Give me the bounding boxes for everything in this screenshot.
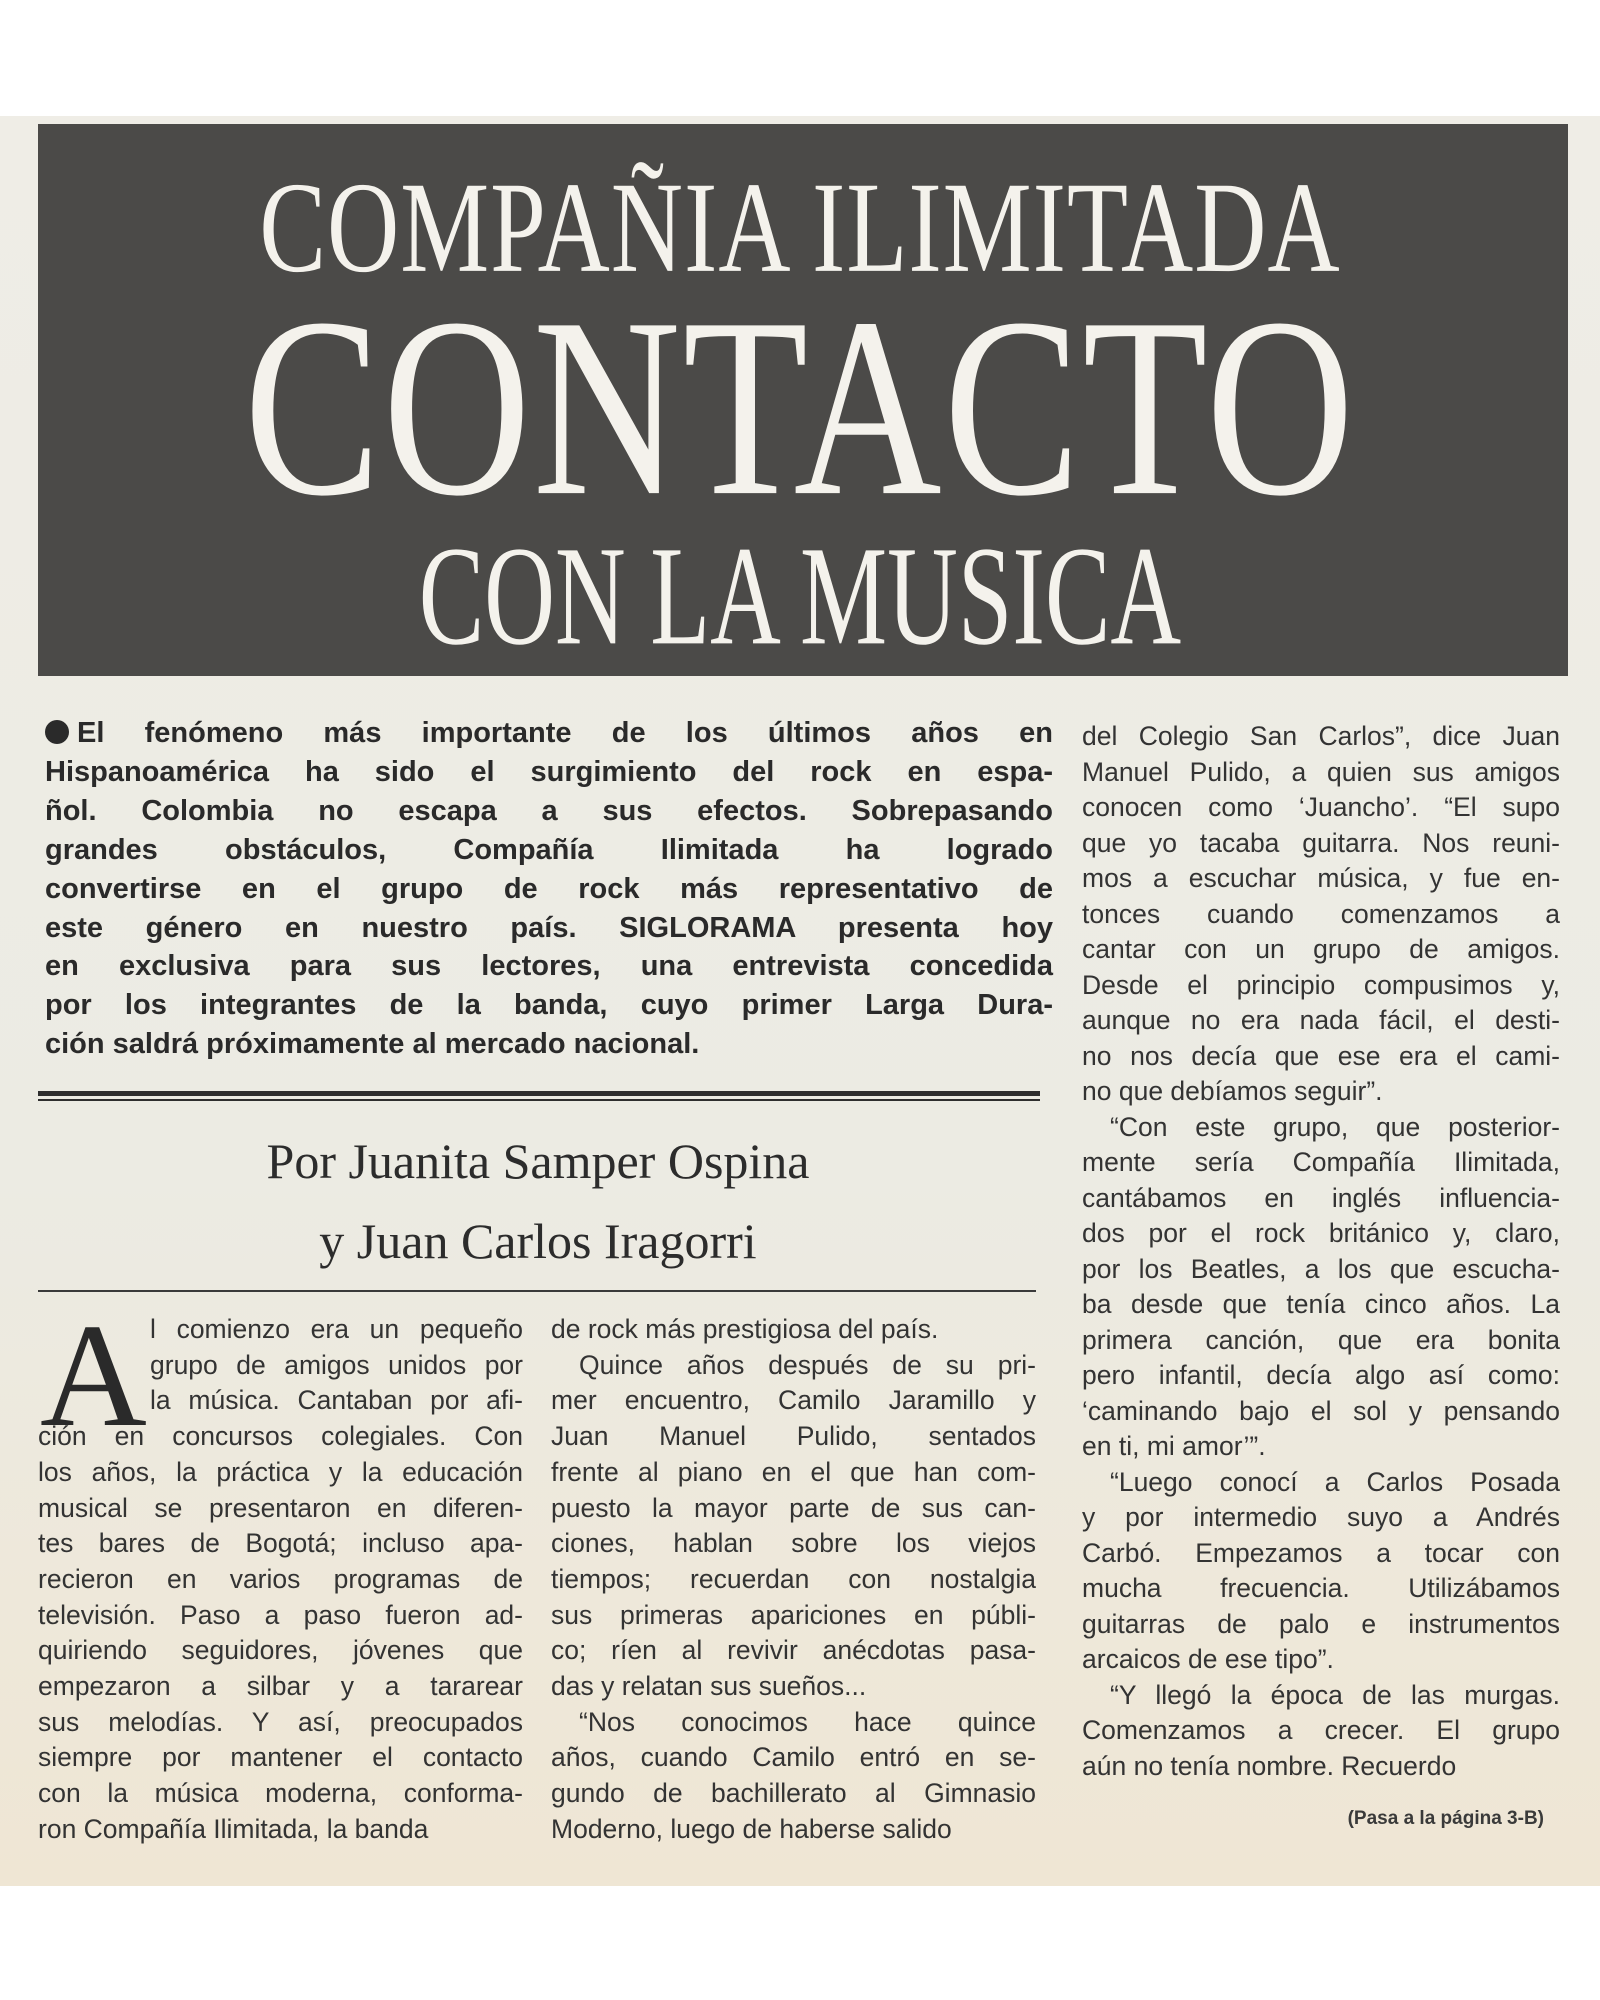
intro-line	[45, 714, 1053, 753]
intro-line	[45, 753, 1053, 792]
article-line: mer encuentro, Camilo Jaramillo y	[551, 1385, 1036, 1416]
drop-cap: A	[40, 1294, 147, 1458]
headline-kicker: COMPAÑIA ILIMITADA	[259, 155, 1341, 300]
byline-rule	[38, 1290, 1036, 1292]
article-line: l comienzo era un pequeño	[150, 1314, 523, 1344]
article-line: cantábamos en inglés influencia-	[1082, 1182, 1560, 1213]
article-line: televisión. Paso a paso fueron ad-	[38, 1599, 523, 1630]
article-line: “Nos conocimos hace quince	[579, 1706, 1036, 1737]
byline-authors-2: y Juan Carlos Iragorri	[319, 1213, 757, 1269]
intro-line-text: Hispanoamérica ha sido el surgimiento del rock en espa-	[45, 755, 1053, 788]
intro-line-text: ñol. Colombia no escapa a sus efectos. Sobrepasando	[45, 794, 1053, 827]
byline-authors: Por Juanita Samper Ospina	[266, 1133, 810, 1189]
intro-line	[45, 831, 1053, 870]
article-line: con la música moderna, conforma-	[38, 1778, 523, 1809]
article-line: en ti, mi amor’”.	[1082, 1431, 1266, 1461]
article-line: ciones, hablan sobre los viejos	[551, 1528, 1036, 1559]
article-line: Carbó. Empezamos a tocar con	[1082, 1537, 1560, 1568]
intro-line-text: convertirse en el grupo de rock más representativo de	[45, 872, 1053, 905]
article-line: das y relatan sus sueños...	[551, 1671, 867, 1702]
article-line: arcaicos de ese tipo”.	[1082, 1644, 1334, 1674]
article-line: Comenzamos a crecer. El grupo	[1082, 1715, 1560, 1745]
intro-line	[45, 1025, 1053, 1064]
article-line: no nos decía que ese era el cami-	[1082, 1040, 1560, 1071]
article-line: ba desde que tenía cinco años. La	[1082, 1289, 1560, 1319]
article-line: Moderno, luego de haberse salido	[551, 1813, 952, 1844]
intro-paragraph	[45, 714, 1053, 1064]
intro-line-text: El fenómeno más importante de los últimos años en	[77, 717, 1053, 749]
article-line: aún no tenía nombre. Recuerdo	[1082, 1750, 1457, 1781]
article-line: mucha frecuencia. Utilizábamos	[1082, 1573, 1560, 1603]
article-line: gundo de bachillerato al Gimnasio	[551, 1778, 1036, 1809]
article-line: cantar con un grupo de amigos.	[1082, 934, 1560, 964]
article-line: tiempos; recuerdan con nostalgia	[551, 1563, 1036, 1594]
article-column-3	[1082, 719, 1560, 1784]
article-line: sus primeras apariciones en públi-	[551, 1599, 1036, 1630]
article-line: empezaron a silbar y a tararear	[38, 1671, 523, 1702]
article-line: sus melodías. Y así, preocupados	[38, 1706, 523, 1737]
intro-line	[45, 792, 1053, 831]
article-line: y por intermedio suyo a Andrés	[1082, 1502, 1560, 1532]
intro-line-text: ción saldrá próximamente al mercado nacional.	[45, 1028, 700, 1061]
article-column-1	[38, 1312, 523, 1848]
article-line: co; ríen al revivir anécdotas pasa-	[551, 1635, 1036, 1666]
article-line: tes bares de Bogotá; incluso apa-	[38, 1528, 523, 1559]
article-line: que yo tacaba guitarra. Nos reuni-	[1082, 827, 1560, 858]
intro-line	[45, 947, 1053, 986]
article-line: años, cuando Camilo entró en se-	[551, 1742, 1036, 1773]
headline-sub: CON LA MUSICA	[418, 518, 1182, 676]
article-line: primera canción, que era bonita	[1082, 1324, 1560, 1355]
article-line: no que debíamos seguir”.	[1082, 1076, 1383, 1106]
article-line: mente sería Compañía Ilimitada,	[1082, 1147, 1560, 1177]
divider-rule-thin	[38, 1099, 1040, 1101]
article-line: quiriendo seguidores, jóvenes que	[38, 1635, 523, 1666]
headline-main: CONTACTO	[244, 265, 1356, 550]
article-line: “Luego conocí a Carlos Posada	[1110, 1466, 1560, 1497]
intro-line	[45, 909, 1053, 948]
article-line: pero infantil, decía algo así como:	[1082, 1360, 1560, 1390]
article-line: por los Beatles, a los que escucha-	[1082, 1253, 1560, 1284]
article-column-2	[551, 1312, 1036, 1848]
intro-line-text: grandes obstáculos, Compañía Ilimitada ha logrado	[45, 833, 1053, 866]
article-line: grupo de amigos unidos por	[150, 1349, 523, 1380]
article-line: ción en concursos colegiales. Con	[38, 1421, 523, 1452]
article-line: puesto la mayor parte de sus can-	[551, 1492, 1036, 1523]
article-line: tonces cuando comenzamos a	[1082, 898, 1560, 929]
bullet-icon	[45, 720, 69, 744]
intro-line-text: este género en nuestro país. SIGLORAMA presenta hoy	[45, 911, 1053, 944]
article-line: mos a escuchar música, y fue en-	[1082, 863, 1560, 893]
intro-line-text: en exclusiva para sus lectores, una entrevista concedida	[45, 950, 1053, 983]
article-line: guitarras de palo e instrumentos	[1082, 1608, 1560, 1639]
article-line: de rock más prestigiosa del país.	[551, 1314, 939, 1344]
article-line: recieron en varios programas de	[38, 1563, 523, 1594]
article-line: Quince años después de su pri-	[579, 1349, 1036, 1380]
article-line: ron Compañía Ilimitada, la banda	[38, 1813, 429, 1844]
article-line: frente al piano en el que han com-	[551, 1456, 1036, 1487]
article-line: ‘caminando bajo el sol y pensando	[1082, 1395, 1560, 1426]
article-line: “Con este grupo, que posterior-	[1110, 1111, 1560, 1142]
intro-line	[45, 986, 1053, 1025]
article-line: la música. Cantaban por afi-	[150, 1385, 523, 1416]
intro-line-text: por los integrantes de la banda, cuyo primer Larga Dura-	[45, 989, 1053, 1022]
article-line: Juan Manuel Pulido, sentados	[551, 1421, 1036, 1452]
divider-rule	[38, 1091, 1040, 1096]
continued-on-page: (Pasa a la página 3-B)	[1347, 1808, 1544, 1829]
article-line: aunque no era nada fácil, el desti-	[1082, 1005, 1560, 1035]
article-line: “Y llegó la época de las murgas.	[1110, 1679, 1560, 1710]
article-line: musical se presentaron en diferen-	[38, 1492, 523, 1523]
article-line: Manuel Pulido, a quien sus amigos	[1082, 756, 1560, 787]
intro-line	[45, 870, 1053, 909]
article-line: conocen como ‘Juancho’. “El supo	[1082, 792, 1560, 822]
article-line: los años, la práctica y la educación	[38, 1456, 523, 1487]
article-line: dos por el rock británico y, claro,	[1082, 1218, 1560, 1248]
article-line: siempre por mantener el contacto	[38, 1742, 523, 1773]
article-line: Desde el principio compusimos y,	[1082, 969, 1560, 1000]
article-line: del Colegio San Carlos”, dice Juan	[1082, 721, 1560, 751]
